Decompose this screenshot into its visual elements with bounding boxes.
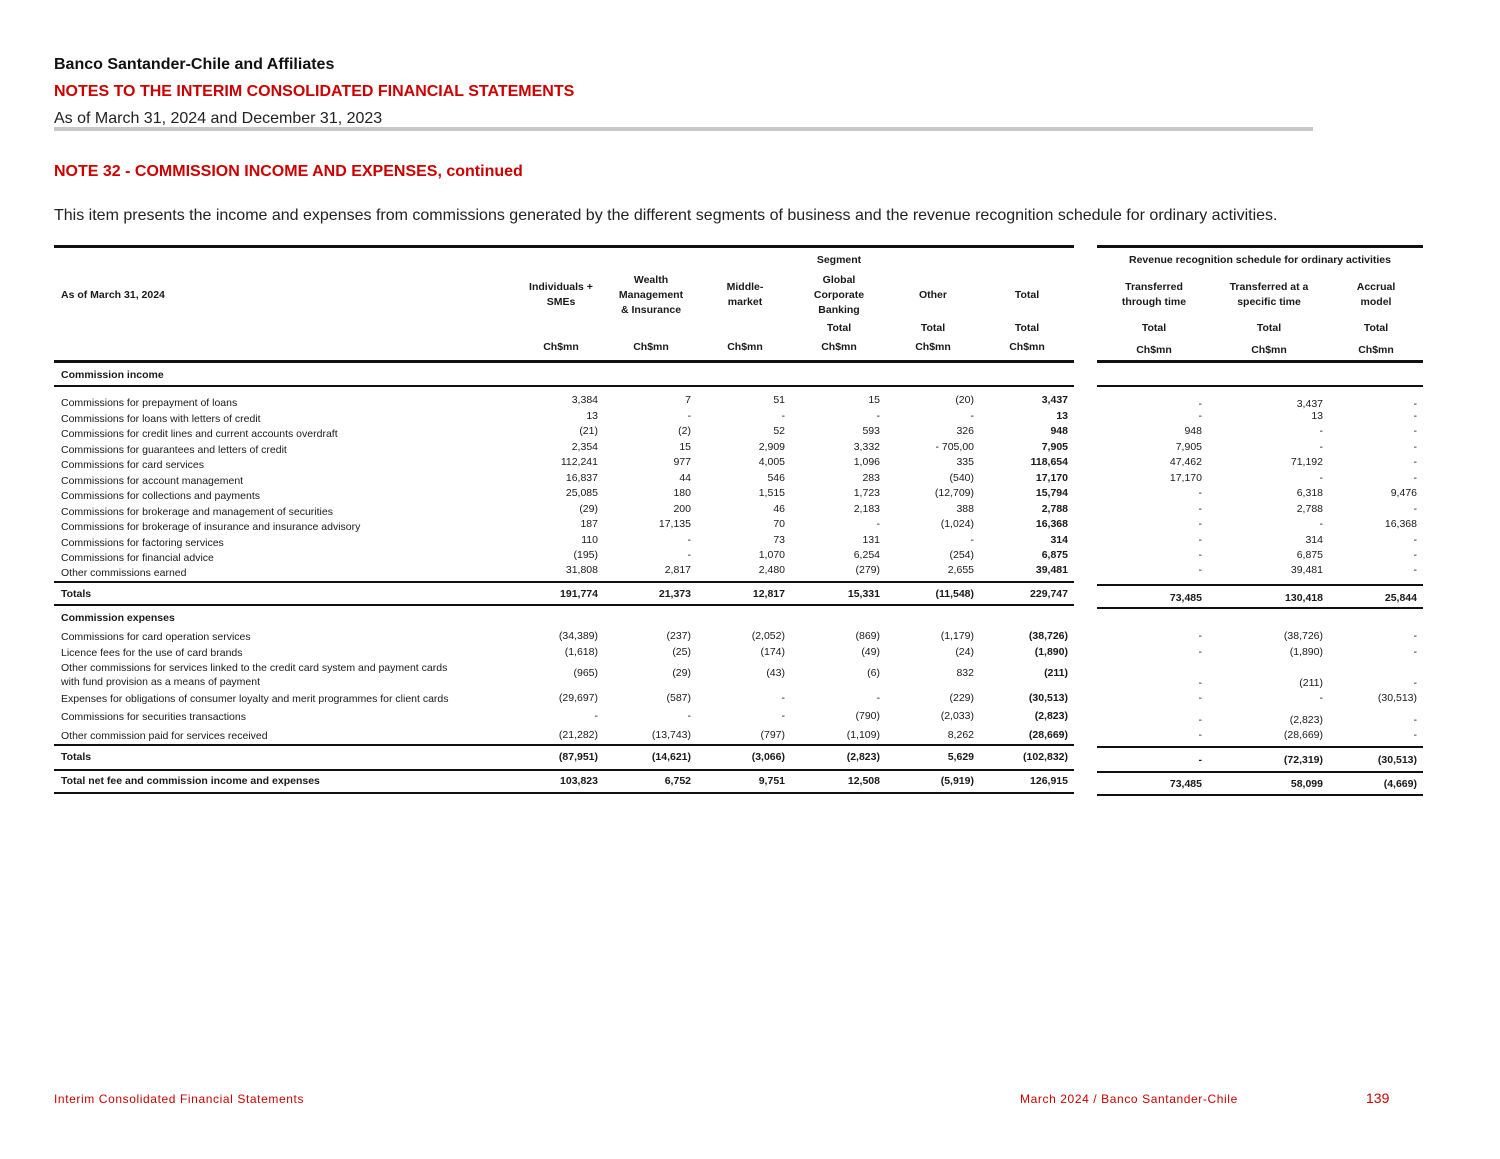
column-header-7-line-1: specific time <box>1237 296 1301 308</box>
income-totals-label: Totals <box>61 588 92 600</box>
income-row-6-value-7: 6,318 <box>1296 487 1323 499</box>
income-row-7-value-0: (29) <box>579 503 598 515</box>
expense-row-1-value-3: (49) <box>861 646 880 658</box>
income-row-8-value-6: - <box>1198 518 1202 530</box>
income-row-4-label-0: Commissions for card services <box>61 459 204 471</box>
income-row-1-value-3: - <box>876 410 880 422</box>
income-row-5-value-8: - <box>1413 472 1417 484</box>
income-row-4-value-4: 335 <box>956 456 974 468</box>
income-row-6-value-8: 9,476 <box>1390 487 1417 499</box>
income-row-7-value-3: 2,183 <box>853 503 880 515</box>
expense-totals-bottom-left <box>54 769 1074 771</box>
column-unit-8: Ch$mn <box>1358 344 1394 356</box>
column-header-4-line-0: Other <box>918 288 947 301</box>
expense-row-3-value-6: - <box>1198 692 1202 704</box>
column-subheader-8: Total <box>1363 322 1389 334</box>
income-row-11-value-3: (279) <box>855 564 880 576</box>
company-name: Banco Santander-Chile and Affiliates <box>54 56 335 73</box>
expense-totals-value-6: - <box>1198 754 1202 766</box>
expense-totals-top-left <box>54 744 1074 746</box>
period-label: As of March 31, 2024 <box>61 289 165 301</box>
income-row-1-value-6: - <box>1198 410 1202 422</box>
column-unit-1: Ch$mn <box>633 341 669 353</box>
expense-row-4-value-6: - <box>1198 714 1202 726</box>
income-row-5-value-2: 546 <box>767 472 785 484</box>
net-totals-value-8: (4,669) <box>1383 778 1417 790</box>
column-header-7-line-0: Transferred at a <box>1229 281 1309 293</box>
table-top-rule-left <box>54 245 1074 248</box>
income-row-1-label-0: Commissions for loans with letters of credit <box>61 413 261 425</box>
net-totals-bottom-right <box>1097 794 1423 796</box>
income-row-8-label-0: Commissions for brokerage of insurance and insurance advisory <box>61 521 361 533</box>
note-intro: This item presents the income and expenses from commissions generated by the different segments of business and the revenue recognition schedule for ordinary activities. <box>54 207 1278 224</box>
income-totals-value-5: 229,747 <box>1030 588 1068 600</box>
income-row-7-value-8: - <box>1413 503 1417 515</box>
income-totals-value-8: 25,844 <box>1384 592 1417 604</box>
expense-row-1-value-1: (25) <box>672 646 691 658</box>
expense-totals-value-2: (3,066) <box>751 751 785 763</box>
income-row-10-value-6: - <box>1198 549 1202 561</box>
expense-row-2-value-4: 832 <box>956 667 974 679</box>
income-row-4-value-7: 71,192 <box>1290 456 1323 468</box>
income-row-0-value-6: - <box>1198 398 1202 410</box>
income-totals-value-3: 15,331 <box>847 588 880 600</box>
income-row-9-value-6: - <box>1198 534 1202 546</box>
income-row-6-value-4: (12,709) <box>934 487 974 499</box>
income-row-5-value-4: (540) <box>949 472 974 484</box>
income-row-2-value-3: 593 <box>862 425 880 437</box>
column-header-8-line-1: model <box>1360 296 1392 308</box>
expense-row-1-value-5: (1,890) <box>1034 646 1068 658</box>
income-totals-value-4: (11,548) <box>935 588 974 600</box>
income-row-10-value-1: - <box>687 549 691 561</box>
expense-totals-value-7: (72,319) <box>1283 754 1323 766</box>
expense-row-3-value-1: (587) <box>666 692 691 704</box>
income-row-7-label-0: Commissions for brokerage and management of securities <box>61 506 333 518</box>
expense-row-3-value-5: (30,513) <box>1028 692 1068 704</box>
income-row-6-value-5: 15,794 <box>1035 487 1068 499</box>
column-header-1-line-1: Management <box>618 288 684 301</box>
expense-row-2-value-5: (211) <box>1044 667 1068 679</box>
income-row-11-value-7: 39,481 <box>1290 564 1323 576</box>
expense-row-2-value-3: (6) <box>867 667 880 679</box>
income-row-0-value-7: 3,437 <box>1296 398 1323 410</box>
column-header-8-line-0: Accrual <box>1356 281 1396 293</box>
income-totals-bottom-right <box>1097 607 1423 609</box>
notes-title: NOTES TO THE INTERIM CONSOLIDATED FINANCIAL STATEMENTS <box>54 83 575 100</box>
income-row-10-value-0: (195) <box>573 549 598 561</box>
expense-row-0-value-7: (38,726) <box>1283 630 1323 642</box>
income-section-rule-left <box>54 385 1074 387</box>
column-unit-4: Ch$mn <box>915 341 951 353</box>
page-number: 139 <box>1366 1090 1390 1106</box>
income-totals-value-0: 191,774 <box>560 588 598 600</box>
income-row-1-value-2: - <box>781 410 785 422</box>
column-header-1-line-0: Wealth <box>633 273 669 286</box>
income-row-7-value-5: 2,788 <box>1041 503 1068 515</box>
income-totals-value-1: 21,373 <box>658 588 691 600</box>
expense-row-2-value-6: - <box>1198 677 1202 689</box>
expense-row-1-value-0: (1,618) <box>564 646 598 658</box>
income-row-3-value-0: 2,354 <box>571 441 598 453</box>
income-row-4-value-1: 977 <box>673 456 691 468</box>
column-header-6-line-1: through time <box>1121 296 1187 308</box>
income-totals-value-6: 73,485 <box>1169 592 1202 604</box>
expense-totals-value-1: (14,621) <box>651 751 691 763</box>
income-row-2-label-0: Commissions for credit lines and current accounts overdraft <box>61 428 338 440</box>
income-row-2-value-1: (2) <box>678 425 691 437</box>
income-row-6-label-0: Commissions for collections and payments <box>61 490 260 502</box>
net-totals-value-2: 9,751 <box>758 775 785 787</box>
income-section-title: Commission income <box>61 369 164 381</box>
column-subheader-5: Total <box>1014 322 1040 334</box>
income-row-9-value-2: 73 <box>773 534 785 546</box>
expense-row-5-value-0: (21,282) <box>558 729 598 741</box>
income-row-0-value-1: 7 <box>685 394 691 406</box>
expense-row-2-label-1: with fund provision as a means of payment <box>61 676 261 688</box>
income-row-5-label-0: Commissions for account management <box>61 475 244 487</box>
expense-row-5-value-5: (28,669) <box>1028 729 1068 741</box>
net-totals-value-6: 73,485 <box>1169 778 1202 790</box>
income-row-4-value-0: 112,241 <box>560 456 598 468</box>
income-row-8-value-2: 70 <box>773 518 785 530</box>
column-header-3-line-0: Global <box>822 273 856 286</box>
income-row-5-value-1: 44 <box>679 472 691 484</box>
expense-row-0-value-1: (237) <box>666 630 691 642</box>
expense-row-4-value-3: (790) <box>855 710 880 722</box>
expense-row-3-label-0: Expenses for obligations of consumer loyalty and merit programmes for client cards <box>61 693 449 705</box>
income-row-0-value-5: 3,437 <box>1041 394 1068 406</box>
expense-row-5-value-3: (1,109) <box>846 729 880 741</box>
expense-row-3-value-8: (30,513) <box>1377 692 1417 704</box>
income-totals-bottom-left <box>54 604 1074 606</box>
income-row-8-value-0: 187 <box>580 518 598 530</box>
expense-row-3-value-4: (229) <box>949 692 974 704</box>
expense-totals-bottom-right <box>1097 771 1423 773</box>
income-row-8-value-1: 17,135 <box>658 518 691 530</box>
expense-row-4-label-0: Commissions for securities transactions <box>61 711 246 723</box>
income-row-6-value-3: 1,723 <box>853 487 880 499</box>
expense-row-0-value-4: (1,179) <box>940 630 974 642</box>
income-row-6-value-0: 25,085 <box>565 487 598 499</box>
income-row-9-value-5: 314 <box>1050 534 1068 546</box>
expense-row-4-value-7: (2,823) <box>1289 714 1323 726</box>
expense-row-2-value-1: (29) <box>672 667 691 679</box>
income-row-0-value-0: 3,384 <box>571 394 598 406</box>
expense-row-1-value-8: - <box>1413 646 1417 658</box>
income-row-9-value-8: - <box>1413 534 1417 546</box>
income-row-9-value-4: - <box>970 534 974 546</box>
expense-row-0-value-2: (2,052) <box>751 630 785 642</box>
expense-row-4-value-2: - <box>781 710 785 722</box>
column-unit-0: Ch$mn <box>543 341 579 353</box>
expense-section-title: Commission expenses <box>61 612 175 624</box>
income-row-7-value-7: 2,788 <box>1296 503 1323 515</box>
income-totals-value-7: 130,418 <box>1285 592 1323 604</box>
income-row-7-value-4: 388 <box>956 503 974 515</box>
income-row-3-value-3: 3,332 <box>853 441 880 453</box>
income-row-2-value-8: - <box>1413 425 1417 437</box>
income-row-3-value-4: - 705,00 <box>935 441 974 453</box>
expense-row-5-value-4: 8,262 <box>947 729 974 741</box>
revenue-group-header: Revenue recognition schedule for ordinary activities <box>1129 254 1391 266</box>
net-totals-value-7: 58,099 <box>1290 778 1323 790</box>
income-row-3-value-7: - <box>1319 441 1323 453</box>
income-row-1-value-8: - <box>1413 410 1417 422</box>
income-row-9-value-0: 110 <box>581 534 598 546</box>
column-header-0-line-0: Individuals + <box>529 281 593 293</box>
column-header-1-line-2: & Insurance <box>620 303 682 316</box>
expense-totals-value-5: (102,832) <box>1023 751 1068 763</box>
header-bottom-rule-left <box>54 360 1074 363</box>
expense-totals-value-4: 5,629 <box>947 751 974 763</box>
income-row-2-value-2: 52 <box>773 425 785 437</box>
column-header-3-line-2: Banking <box>818 303 860 316</box>
income-row-9-label-0: Commissions for factoring services <box>61 537 224 549</box>
income-row-9-value-3: 131 <box>862 534 880 546</box>
income-row-10-value-2: 1,070 <box>758 549 785 561</box>
income-row-1-value-0: 13 <box>586 410 598 422</box>
header-bottom-rule-right <box>1097 360 1423 363</box>
footer-left: Interim Consolidated Financial Statements <box>54 1092 305 1106</box>
expense-row-3-value-2: - <box>781 692 785 704</box>
expense-row-1-value-7: (1,890) <box>1289 646 1323 658</box>
income-row-4-value-8: - <box>1413 456 1417 468</box>
net-totals-value-5: 126,915 <box>1030 775 1068 787</box>
income-totals-value-2: 12,817 <box>752 588 785 600</box>
column-subheader-7: Total <box>1256 322 1282 334</box>
expense-row-5-value-7: (28,669) <box>1283 729 1323 741</box>
income-row-1-value-4: - <box>970 410 974 422</box>
income-row-3-value-8: - <box>1413 441 1417 453</box>
income-row-4-value-3: 1,096 <box>853 456 880 468</box>
expense-row-5-value-6: - <box>1198 729 1202 741</box>
expense-row-0-value-0: (34,389) <box>558 630 598 642</box>
income-row-3-value-1: 15 <box>679 441 691 453</box>
column-header-0-line-1: SMEs <box>546 296 576 308</box>
expense-row-1-value-6: - <box>1198 646 1202 658</box>
income-row-0-label-0: Commissions for prepayment of loans <box>61 397 238 409</box>
income-row-2-value-0: (21) <box>579 425 598 437</box>
column-header-3-line-1: Corporate <box>813 288 865 301</box>
expense-totals-value-3: (2,823) <box>846 751 880 763</box>
expense-row-4-value-5: (2,823) <box>1034 710 1068 722</box>
expense-row-1-label-0: Licence fees for the use of card brands <box>61 647 243 659</box>
expense-row-4-value-1: - <box>687 710 691 722</box>
column-unit-2: Ch$mn <box>727 341 763 353</box>
income-row-6-value-1: 180 <box>673 487 691 499</box>
expense-row-1-value-4: (24) <box>955 646 974 658</box>
column-unit-6: Ch$mn <box>1136 344 1172 356</box>
table-top-rule-right <box>1097 245 1423 248</box>
income-totals-top-left <box>54 581 1074 583</box>
segment-group-header: Segment <box>816 254 862 266</box>
expense-row-2-value-0: (965) <box>573 667 598 679</box>
income-row-5-value-6: 17,170 <box>1169 472 1202 484</box>
income-row-10-value-4: (254) <box>949 549 974 561</box>
income-row-11-value-5: 39,481 <box>1035 564 1068 576</box>
income-row-2-value-4: 326 <box>956 425 974 437</box>
income-row-3-value-2: 2,909 <box>758 441 785 453</box>
header-divider <box>54 127 1313 131</box>
income-row-7-value-1: 200 <box>673 503 691 515</box>
expense-row-5-value-2: (797) <box>760 729 785 741</box>
income-row-4-value-5: 118,654 <box>1030 456 1068 468</box>
expense-row-4-value-0: - <box>594 710 598 722</box>
income-row-0-value-4: (20) <box>955 394 974 406</box>
income-row-0-value-8: - <box>1413 398 1417 410</box>
column-subheader-4: Total <box>920 322 946 334</box>
footer-right: March 2024 / Banco Santander-Chile <box>1020 1092 1238 1106</box>
income-row-8-value-7: - <box>1319 518 1323 530</box>
expense-row-4-value-4: (2,033) <box>940 710 974 722</box>
income-row-5-value-7: - <box>1319 472 1323 484</box>
net-totals-bottom-left <box>54 792 1074 794</box>
income-row-7-value-6: - <box>1198 503 1202 515</box>
income-section-rule-right <box>1097 385 1423 387</box>
expense-totals-label: Totals <box>61 751 92 763</box>
income-row-7-value-2: 46 <box>773 503 785 515</box>
income-row-5-value-0: 16,837 <box>565 472 598 484</box>
column-header-6-line-0: Transferred <box>1125 281 1183 293</box>
income-row-6-value-6: - <box>1198 487 1202 499</box>
expense-row-5-label-0: Other commission paid for services received <box>61 730 268 742</box>
income-row-11-value-8: - <box>1413 564 1417 576</box>
column-unit-3: Ch$mn <box>821 341 857 353</box>
income-row-4-value-6: 47,462 <box>1169 456 1202 468</box>
income-row-0-value-2: 51 <box>773 394 785 406</box>
note-heading: NOTE 32 - COMMISSION INCOME AND EXPENSES, continued <box>54 163 523 180</box>
income-row-5-value-5: 17,170 <box>1035 472 1068 484</box>
income-row-1-value-5: 13 <box>1056 410 1068 422</box>
income-row-8-value-4: (1,024) <box>940 518 974 530</box>
income-row-6-value-2: 1,515 <box>758 487 785 499</box>
income-row-8-value-5: 16,368 <box>1035 518 1068 530</box>
income-row-11-value-1: 2,817 <box>664 564 691 576</box>
income-row-11-value-0: 31,808 <box>565 564 598 576</box>
income-row-11-label-0: Other commissions earned <box>61 567 187 579</box>
expense-row-2-value-2: (43) <box>766 667 785 679</box>
expense-totals-top-right <box>1097 746 1423 748</box>
column-subheader-3: Total <box>826 322 852 334</box>
column-header-2-line-0: Middle- <box>726 281 764 293</box>
income-row-9-value-1: - <box>687 534 691 546</box>
income-row-10-value-8: - <box>1413 549 1417 561</box>
expense-row-3-value-3: - <box>876 692 880 704</box>
expense-row-2-value-7: (211) <box>1299 677 1323 689</box>
income-row-10-value-5: 6,875 <box>1041 549 1068 561</box>
income-row-5-value-3: 283 <box>862 472 880 484</box>
income-row-11-value-4: 2,655 <box>947 564 974 576</box>
expense-row-0-label-0: Commissions for card operation services <box>61 631 251 643</box>
income-row-11-value-6: - <box>1198 564 1202 576</box>
column-header-2-line-1: market <box>727 296 763 308</box>
income-row-2-value-7: - <box>1319 425 1323 437</box>
expense-totals-value-0: (87,951) <box>558 751 598 763</box>
expense-row-3-value-7: - <box>1319 692 1323 704</box>
income-row-10-label-0: Commissions for financial advice <box>61 552 214 564</box>
expense-totals-value-8: (30,513) <box>1377 754 1417 766</box>
income-row-2-value-6: 948 <box>1184 425 1202 437</box>
income-row-1-value-1: - <box>687 410 691 422</box>
expense-row-5-value-8: - <box>1413 729 1417 741</box>
net-totals-value-3: 12,508 <box>847 775 880 787</box>
income-row-2-value-5: 948 <box>1050 425 1068 437</box>
income-row-3-value-5: 7,905 <box>1041 441 1068 453</box>
net-totals-value-1: 6,752 <box>664 775 691 787</box>
expense-row-2-value-8: - <box>1413 677 1417 689</box>
income-row-10-value-7: 6,875 <box>1296 549 1323 561</box>
column-header-5-line-0: Total <box>1014 288 1040 301</box>
income-row-10-value-3: 6,254 <box>853 549 880 561</box>
expense-row-5-value-1: (13,743) <box>651 729 691 741</box>
income-row-4-value-2: 4,005 <box>758 456 785 468</box>
column-unit-5: Ch$mn <box>1009 341 1045 353</box>
column-subheader-6: Total <box>1141 322 1167 334</box>
expense-row-1-value-2: (174) <box>760 646 785 658</box>
net-totals-label: Total net fee and commission income and expenses <box>61 775 320 787</box>
expense-row-0-value-8: - <box>1413 630 1417 642</box>
income-row-3-label-0: Commissions for guarantees and letters of credit <box>61 444 287 456</box>
income-row-0-value-3: 15 <box>868 394 880 406</box>
column-unit-7: Ch$mn <box>1251 344 1287 356</box>
income-row-11-value-2: 2,480 <box>758 564 785 576</box>
expense-row-0-value-3: (869) <box>855 630 880 642</box>
expense-row-0-value-5: (38,726) <box>1028 630 1068 642</box>
expense-row-4-value-8: - <box>1413 714 1417 726</box>
as-of-date: As of March 31, 2024 and December 31, 2023 <box>54 110 383 127</box>
income-row-3-value-6: 7,905 <box>1175 441 1202 453</box>
income-row-9-value-7: 314 <box>1305 534 1323 546</box>
expense-row-2-label-0: Other commissions for services linked to the credit card system and payment cards <box>61 662 448 674</box>
expense-row-3-value-0: (29,697) <box>558 692 598 704</box>
income-row-1-value-7: 13 <box>1311 410 1323 422</box>
income-row-8-value-8: 16,368 <box>1384 518 1417 530</box>
net-totals-value-0: 103,823 <box>560 775 598 787</box>
income-row-8-value-3: - <box>876 518 880 530</box>
expense-row-0-value-6: - <box>1198 630 1202 642</box>
income-totals-top-right <box>1097 584 1423 586</box>
net-totals-value-4: (5,919) <box>940 775 974 787</box>
